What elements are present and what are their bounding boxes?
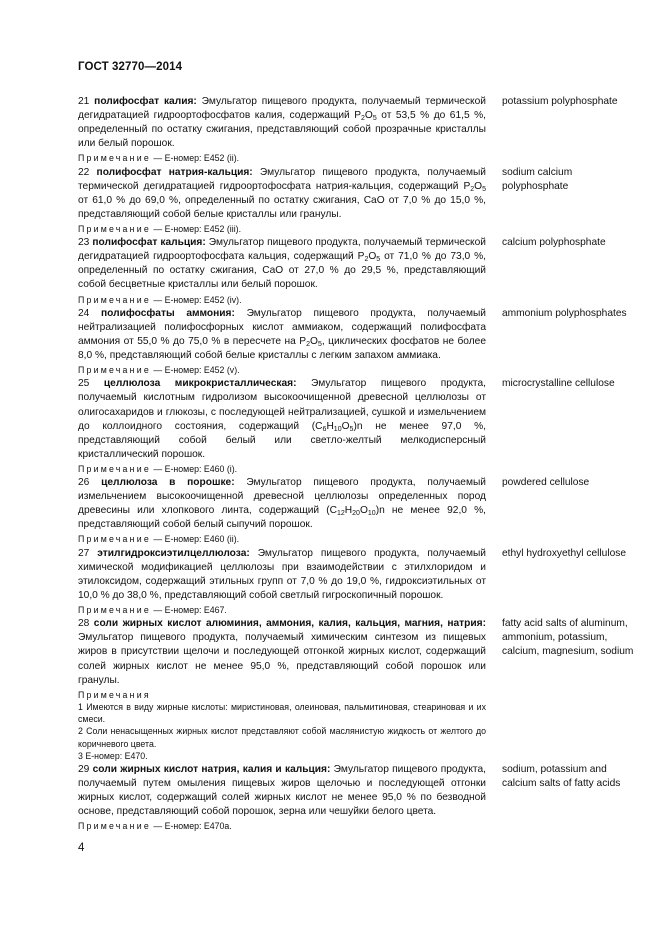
- document-header: ГОСТ 32770—2014: [78, 61, 183, 73]
- term-definition: 28 соли жирных кислот алюминия, аммония, калия, кальция, магния, натрия: Эмульгатор пищевого продукта, получаемый химическим синтезом из пищевых жиров в присутствии щелочи и последующей отгонкой жирных кислот, содержащий солей жирных кислот не менее 95,0 %, представляющий собой порошок или гранулы.: [78, 618, 486, 686]
- term-name: полифосфат калия:: [94, 96, 197, 107]
- english-term: sodium, potassium and calcium salts of fatty acids: [502, 763, 621, 790]
- term-definition: 27 этилгидроксиэтилцеллюлоза: Эмульгатор пищевого продукта, получаемый химической модификацией целлюлозы при взаимодействии с этилхлоридом и этилоксидом, содержащий этильных групп от 7,0 % до 19,0 %, гидроксиэтильных от 10,0 % до 38,0 %, представляющий собой светлый гигроскопичный порошок.: [78, 547, 486, 601]
- term-entry-24: [78, 307, 638, 363]
- term-name: целлюлоза в порошке:: [101, 477, 235, 489]
- term-entry-22: [78, 166, 638, 222]
- entry-note: Примечание — Е-номер: E452 (v).: [78, 365, 240, 376]
- english-term: microcrystalline cellulose: [502, 378, 615, 390]
- term-name: этилгидроксиэтилцеллюлоза:: [97, 547, 250, 559]
- page-number: 4: [78, 842, 85, 854]
- term-name: полифосфат кальция:: [92, 237, 206, 249]
- entry-note: Примечание — Е-номер: E460 (ii).: [78, 534, 240, 545]
- term-entry-25: [78, 377, 638, 462]
- entry-note: Примечание — Е-номер: E467.: [78, 605, 227, 616]
- english-term: fatty acid salts of aluminum, ammonium, potassium, calcium, magnesium, sodium: [502, 618, 634, 658]
- terms-content: [78, 95, 638, 834]
- term-entry-26: [78, 476, 638, 532]
- term-entry-28: [78, 617, 638, 687]
- term-entry-27: [78, 547, 638, 603]
- english-term: ammonium polyphosphates: [502, 307, 627, 319]
- note-item: 1 Имеются в виду жирные кислоты: миристиновая, олеиновая, пальмитиновая, стеариновая и их смеси.: [78, 701, 486, 725]
- term-entry-29: [78, 763, 638, 819]
- entry-note: Примечание — Е-номер: E452 (iv).: [78, 294, 242, 305]
- english-term: sodium calcium polyphosphate: [502, 166, 573, 192]
- term-definition: 22 полифосфат натрия-кальция: Эмульгатор пищевого продукта, получаемый термической дегидратацией гидроортофосфата натрия-кальция, содержащий $P_2O_5$ от 61,0 % до 69,0 %, определенный по остатку сжигания, CaO от 7,0 % до 15,0 %, представляющий собой белые кристаллы или гранулы.: [78, 166, 486, 220]
- entry-note: Примечание — Е-номер: E470a.: [78, 821, 232, 832]
- term-name: полифосфат натрия-кальция:: [96, 166, 253, 178]
- english-term: powdered cellulose: [502, 477, 590, 489]
- note-item: 3 Е-номер: E470.: [78, 750, 148, 761]
- note-item: 2 Соли ненасыщенных жирных кислот представляют собой маслянистую жидкость от желтого до коричневого цвета.: [78, 726, 486, 749]
- entry-notes: Примечания 1 Имеются в виду жирные кислоты: миристиновая, олеиновая, пальмитиновая, стеариновая и их смеси. 2 Соли ненасыщенных жирных кислот представляют собой маслянистую жидкость от желтого до коричневого цвета. 3 Е-номер: E470.: [78, 689, 486, 761]
- term-name: соли жирных кислот натрия, калия и кальция:: [92, 763, 331, 775]
- english-term: potassium polyphosphate: [502, 96, 618, 107]
- entry-note: Примечание — Е-номер: E452 (iii).: [78, 223, 242, 234]
- english-term: calcium polyphosphate: [502, 237, 606, 249]
- term-definition: 25 целлюлоза микрокристаллическая: Эмульгатор пищевого продукта, получаемый кислотным гидролизом высокоочищенной древесной целлюлозы от олигосахаридов и глюкозы, с последующей нейтрализацией, сушкой и измельчением до коллоидного состояния, содержащий $(C_6H_{10}O_5)n$ не менее 97,0 %, представляющий собой белый или светло-желтый мелкодисперсный кристаллический порошок.: [78, 378, 486, 460]
- term-entry-23: [78, 236, 638, 292]
- term-name: полифосфаты аммония:: [101, 307, 235, 319]
- term-name: целлюлоза микрокристаллическая:: [103, 378, 297, 390]
- term-definition: 23 полифосфат кальция: Эмульгатор пищевого продукта, получаемый термической дегидратацией гидроортофосфата кальция, содержащий $P_2O_5$ от 71,0 % до 73,0 %, определенный по остатку сжигания, CaO от 27,0 % до 29,5 %, представляющий собой бесцветные кристаллы или белый порошок.: [78, 237, 486, 291]
- entry-note: Примечание — Е-номер: E452 (ii).: [78, 153, 240, 164]
- term-name: соли жирных кислот алюминия, аммония, калия, кальция, магния, натрия:: [93, 618, 486, 630]
- term-definition: 21 полифосфат калия: Эмульгатор пищевого продукта, получаемый термической дегидратацией гидроортофосфатов калия, содержащий $P_2O_5$ от 53,5 % до 61,5 %, определенный по остатку сжигания, представляющий собой прозрачные кристаллы или белый порошок.: [78, 96, 486, 150]
- term-entry-21: [78, 95, 638, 151]
- term-definition: 26 целлюлоза в порошке: Эмульгатор пищевого продукта, получаемый измельчением высокоочищенной древесной целлюлозы определенных пород древесины или хлопкового линта, содержащий $(C_{12}H_{20}O_{10})n$ не менее 92,0 %, представляющий собой белый сыпучий порошок.: [78, 477, 486, 531]
- term-definition: 24 полифосфаты аммония: Эмульгатор пищевого продукта, получаемый нейтрализацией полифосфорных кислот аммиаком, содержащий полифосфата аммония от 55,0 % до 75,0 % в пересчете на $P_2O_5$, циклических фосфатов не более 8,0 %, представляющий собой белые кристаллы с легким запахом аммиака.: [78, 307, 487, 362]
- english-term: ethyl hydroxyethyl cellulose: [502, 547, 627, 559]
- entry-note: Примечание — Е-номер: E460 (i).: [78, 463, 238, 474]
- term-definition: 29 соли жирных кислот натрия, калия и кальция: Эмульгатор пищевого продукта, получаемый путем омыления пищевых жиров щелочью и последующей отгонки жирных кислот, содержащий солей жирных кислот не менее 95,0 % по безводной основе, представляющий собой порошок, зерна или чешуйки белого цвета.: [78, 763, 486, 818]
